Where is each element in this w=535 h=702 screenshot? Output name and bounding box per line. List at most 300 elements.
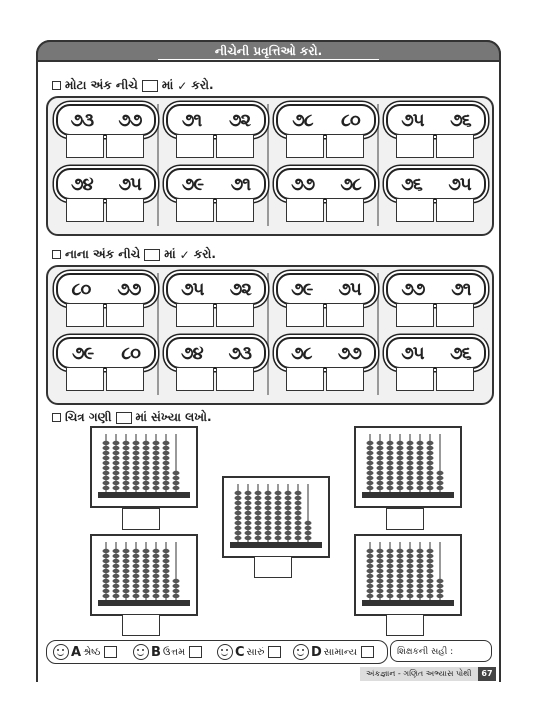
abacus-bead bbox=[123, 579, 130, 583]
abacus-bead bbox=[113, 486, 120, 490]
abacus-bead bbox=[153, 564, 160, 568]
header-bar bbox=[36, 40, 501, 62]
abacus-bead bbox=[387, 471, 394, 475]
abacus-bead bbox=[417, 481, 424, 485]
abacus-bead bbox=[397, 486, 404, 490]
abacus-bead bbox=[407, 481, 414, 485]
abacus-bead bbox=[245, 491, 252, 495]
number-value: ૭૬ bbox=[450, 342, 471, 364]
abacus-bead bbox=[123, 574, 130, 578]
tick-answer-box[interactable] bbox=[176, 303, 214, 327]
abacus-bead bbox=[113, 594, 120, 598]
tick-answer-box[interactable] bbox=[216, 198, 254, 222]
abacus-bead bbox=[123, 476, 130, 480]
comparison-panel-smaller bbox=[46, 265, 494, 405]
number-pair bbox=[272, 273, 376, 347]
number-pair bbox=[382, 273, 486, 347]
abacus-bead bbox=[265, 501, 272, 505]
abacus-bead bbox=[407, 476, 414, 480]
abacus-bead bbox=[133, 574, 140, 578]
number-pair bbox=[162, 104, 266, 178]
column-divider bbox=[157, 104, 159, 226]
instruction-text: માં bbox=[161, 78, 174, 92]
abacus-bead bbox=[377, 481, 384, 485]
abacus-bead bbox=[153, 486, 160, 490]
abacus-bead bbox=[417, 466, 424, 470]
tick-answer-box[interactable] bbox=[176, 367, 214, 391]
abacus-bead bbox=[367, 486, 374, 490]
abacus-bead bbox=[163, 446, 170, 450]
abacus-bead bbox=[397, 471, 404, 475]
abacus-bead bbox=[377, 486, 384, 490]
abacus-bead bbox=[407, 446, 414, 450]
abacus-bead bbox=[387, 441, 394, 445]
tick-answer-box[interactable] bbox=[326, 367, 364, 391]
abacus-bead bbox=[427, 441, 434, 445]
abacus-bead bbox=[153, 471, 160, 475]
abacus-bead bbox=[407, 471, 414, 475]
smiley-face-icon bbox=[217, 644, 233, 660]
grade-letter: A bbox=[71, 644, 82, 660]
abacus-bead bbox=[437, 579, 444, 583]
abacus-bead bbox=[377, 579, 384, 583]
abacus-drawing bbox=[356, 428, 460, 506]
number-value: ૭૭ bbox=[337, 342, 361, 364]
abacus-bead bbox=[275, 531, 282, 535]
abacus-bead bbox=[397, 574, 404, 578]
abacus-base bbox=[362, 492, 454, 498]
grade-a bbox=[53, 644, 117, 660]
abacus-bead bbox=[397, 559, 404, 563]
abacus-bead bbox=[103, 466, 110, 470]
abacus-bead bbox=[387, 486, 394, 490]
abacus-bead bbox=[407, 564, 414, 568]
tick-answer-box[interactable] bbox=[176, 198, 214, 222]
abacus-bead bbox=[123, 559, 130, 563]
section2-instruction bbox=[52, 247, 216, 262]
number-value: ૭૭ bbox=[291, 173, 315, 195]
tick-answer-box[interactable] bbox=[216, 303, 254, 327]
tick-answer-box[interactable] bbox=[436, 134, 474, 158]
abacus-drawing bbox=[92, 428, 196, 506]
abacus-bead bbox=[163, 441, 170, 445]
number-value: ૭૮ bbox=[340, 173, 361, 195]
abacus-bead bbox=[153, 569, 160, 573]
abacus-bead bbox=[103, 471, 110, 475]
abacus-bead bbox=[285, 521, 292, 525]
abacus-bead bbox=[275, 511, 282, 515]
abacus-bead bbox=[387, 584, 394, 588]
tick-answer-box[interactable] bbox=[286, 134, 324, 158]
number-value: ૭૫ bbox=[181, 278, 204, 300]
abacus-bead bbox=[387, 456, 394, 460]
tick-answer-box[interactable] bbox=[436, 367, 474, 391]
abacus-bead bbox=[407, 594, 414, 598]
abacus-bead bbox=[377, 471, 384, 475]
abacus-bead bbox=[103, 481, 110, 485]
number-cloud bbox=[166, 273, 266, 305]
abacus-bead bbox=[265, 531, 272, 535]
abacus-bead bbox=[407, 584, 414, 588]
abacus-bead bbox=[427, 461, 434, 465]
abacus-bead bbox=[417, 441, 424, 445]
abacus-bead bbox=[397, 554, 404, 558]
abacus-bead bbox=[387, 594, 394, 598]
number-value: ૭૯ bbox=[291, 278, 313, 300]
number-value: ૭૭ bbox=[118, 109, 142, 131]
abacus-bead bbox=[295, 526, 302, 530]
abacus-bead bbox=[123, 461, 130, 465]
abacus-bead bbox=[417, 554, 424, 558]
tick-answer-box[interactable] bbox=[106, 198, 144, 222]
answer-box-icon bbox=[144, 249, 160, 261]
abacus-bead bbox=[133, 476, 140, 480]
tick-answer-box[interactable] bbox=[216, 134, 254, 158]
tick-answer-box[interactable] bbox=[106, 303, 144, 327]
abacus-bead bbox=[245, 501, 252, 505]
abacus-bead bbox=[133, 461, 140, 465]
abacus-bead bbox=[285, 496, 292, 500]
bullet-icon bbox=[52, 81, 61, 90]
abacus-bead bbox=[407, 441, 414, 445]
abacus-bead bbox=[143, 446, 150, 450]
tick-answer-box[interactable] bbox=[286, 198, 324, 222]
abacus-bead bbox=[255, 491, 262, 495]
abacus-bead bbox=[143, 461, 150, 465]
abacus-bead bbox=[387, 461, 394, 465]
abacus-bead bbox=[387, 446, 394, 450]
tick-answer-box[interactable] bbox=[396, 367, 434, 391]
abacus-bead bbox=[427, 569, 434, 573]
abacus-bead bbox=[133, 589, 140, 593]
abacus-bead bbox=[427, 466, 434, 470]
abacus-bead bbox=[377, 451, 384, 455]
abacus-bead bbox=[143, 466, 150, 470]
abacus-bead bbox=[103, 554, 110, 558]
section1-instruction bbox=[52, 78, 214, 93]
tick-answer-box[interactable] bbox=[106, 367, 144, 391]
number-cloud bbox=[276, 104, 376, 136]
abacus-bead bbox=[153, 461, 160, 465]
tick-answer-box[interactable] bbox=[66, 198, 104, 222]
abacus-bead bbox=[123, 584, 130, 588]
abacus-bead bbox=[397, 589, 404, 593]
book-title: અંકજ્ઞાન - ગણિત અભ્યાસ પોથી bbox=[360, 667, 478, 681]
number-value: ૭૨ bbox=[229, 109, 251, 131]
instruction-text: ચિત્ર ગણી bbox=[65, 410, 112, 424]
abacus-bead bbox=[367, 554, 374, 558]
abacus-bead bbox=[143, 564, 150, 568]
abacus-bead bbox=[377, 594, 384, 598]
smiley-face-icon bbox=[53, 644, 69, 660]
abacus-bead bbox=[113, 476, 120, 480]
tick-answer-box[interactable] bbox=[286, 303, 324, 327]
abacus-bead bbox=[163, 584, 170, 588]
instruction-text: માં સંખ્યા લખો. bbox=[135, 410, 212, 424]
abacus-bead bbox=[265, 536, 272, 540]
abacus-bead bbox=[163, 461, 170, 465]
column-divider bbox=[267, 273, 269, 395]
abacus-picture bbox=[354, 426, 462, 508]
abacus-bead bbox=[143, 451, 150, 455]
abacus-bead bbox=[113, 554, 120, 558]
abacus-drawing bbox=[356, 536, 460, 614]
tick-icon: ✓ bbox=[177, 78, 188, 93]
abacus-bead bbox=[305, 526, 312, 530]
abacus-bead bbox=[417, 451, 424, 455]
abacus-bead bbox=[143, 589, 150, 593]
number-value: ૭૧ bbox=[181, 109, 202, 131]
number-value: ૮૦ bbox=[71, 278, 91, 300]
abacus-bead bbox=[377, 446, 384, 450]
abacus-bead bbox=[305, 521, 312, 525]
number-cloud bbox=[166, 104, 266, 136]
abacus-bead bbox=[367, 574, 374, 578]
abacus-bead bbox=[437, 594, 444, 598]
tick-answer-box[interactable] bbox=[216, 367, 254, 391]
abacus-picture bbox=[90, 534, 198, 616]
abacus-bead bbox=[305, 531, 312, 535]
abacus-bead bbox=[397, 481, 404, 485]
abacus-bead bbox=[377, 456, 384, 460]
abacus-bead bbox=[153, 466, 160, 470]
abacus-bead bbox=[397, 564, 404, 568]
abacus-bead bbox=[235, 496, 242, 500]
abacus-bead bbox=[265, 496, 272, 500]
abacus-bead bbox=[143, 481, 150, 485]
abacus-bead bbox=[377, 569, 384, 573]
abacus-bead bbox=[387, 559, 394, 563]
abacus-bead bbox=[255, 531, 262, 535]
abacus-bead bbox=[255, 496, 262, 500]
abacus-bead bbox=[133, 559, 140, 563]
grade-checkbox[interactable] bbox=[268, 646, 281, 658]
abacus-bead bbox=[133, 564, 140, 568]
abacus-bead bbox=[143, 574, 150, 578]
abacus-bead bbox=[113, 471, 120, 475]
teacher-signature-field[interactable]: શિક્ષકની સહી : bbox=[390, 640, 492, 662]
abacus-bead bbox=[295, 516, 302, 520]
answer-box-icon bbox=[116, 412, 132, 424]
abacus-bead bbox=[387, 466, 394, 470]
abacus-bead bbox=[387, 476, 394, 480]
abacus-bead bbox=[103, 549, 110, 553]
instruction-text: કરો. bbox=[193, 247, 216, 261]
abacus-bead bbox=[113, 569, 120, 573]
abacus-bead bbox=[163, 579, 170, 583]
number-value: ૭૧ bbox=[230, 173, 251, 195]
abacus-answer-box[interactable] bbox=[386, 508, 424, 530]
abacus-bead bbox=[173, 579, 180, 583]
abacus-bead bbox=[103, 559, 110, 563]
tick-answer-box[interactable] bbox=[286, 367, 324, 391]
abacus-bead bbox=[235, 531, 242, 535]
grade-checkbox[interactable] bbox=[104, 646, 117, 658]
abacus-bead bbox=[407, 589, 414, 593]
abacus-bead bbox=[437, 486, 444, 490]
abacus-bead bbox=[427, 476, 434, 480]
tick-answer-box[interactable] bbox=[396, 134, 434, 158]
abacus-bead bbox=[275, 491, 282, 495]
tick-answer-box[interactable] bbox=[436, 303, 474, 327]
abacus-bead bbox=[113, 589, 120, 593]
abacus-bead bbox=[235, 491, 242, 495]
abacus-bead bbox=[133, 471, 140, 475]
abacus-bead bbox=[417, 594, 424, 598]
abacus-bead bbox=[295, 531, 302, 535]
abacus-bead bbox=[133, 486, 140, 490]
abacus-bead bbox=[397, 569, 404, 573]
abacus-bead bbox=[103, 569, 110, 573]
abacus-bead bbox=[407, 579, 414, 583]
grade-letter: D bbox=[311, 644, 322, 660]
abacus-bead bbox=[255, 511, 262, 515]
abacus-bead bbox=[397, 456, 404, 460]
abacus-bead bbox=[255, 501, 262, 505]
tick-answer-box[interactable] bbox=[326, 303, 364, 327]
abacus-bead bbox=[255, 526, 262, 530]
abacus-bead bbox=[377, 584, 384, 588]
grade-label: શ્રેષ્ઠ bbox=[83, 646, 101, 658]
abacus-base bbox=[98, 492, 190, 498]
abacus-bead bbox=[173, 589, 180, 593]
number-pair bbox=[162, 337, 266, 411]
number-value: ૭૫ bbox=[338, 278, 361, 300]
abacus-bead bbox=[397, 476, 404, 480]
tick-answer-box[interactable] bbox=[176, 134, 214, 158]
abacus-answer-box[interactable] bbox=[122, 508, 160, 530]
tick-answer-box[interactable] bbox=[396, 198, 434, 222]
abacus-bead bbox=[123, 594, 130, 598]
abacus-bead bbox=[367, 471, 374, 475]
section3-instruction bbox=[52, 410, 212, 425]
number-cloud bbox=[386, 168, 486, 200]
abacus-answer-box[interactable] bbox=[254, 556, 292, 578]
footer bbox=[46, 640, 494, 664]
abacus-bead bbox=[173, 471, 180, 475]
number-pair bbox=[272, 337, 376, 411]
abacus-bead bbox=[387, 589, 394, 593]
abacus-bead bbox=[367, 481, 374, 485]
number-value: ૭૫ bbox=[448, 173, 471, 195]
abacus-bead bbox=[367, 579, 374, 583]
abacus-bead bbox=[407, 559, 414, 563]
abacus-bead bbox=[235, 526, 242, 530]
abacus-bead bbox=[153, 481, 160, 485]
grade-checkbox[interactable] bbox=[361, 646, 374, 658]
tick-answer-box[interactable] bbox=[326, 134, 364, 158]
abacus-bead bbox=[275, 521, 282, 525]
abacus-bead bbox=[377, 441, 384, 445]
abacus-bead bbox=[417, 564, 424, 568]
number-value: ૭૫ bbox=[401, 342, 424, 364]
abacus-bead bbox=[397, 584, 404, 588]
abacus-bead bbox=[427, 579, 434, 583]
abacus-bead bbox=[153, 476, 160, 480]
abacus-bead bbox=[377, 564, 384, 568]
abacus-bead bbox=[173, 594, 180, 598]
abacus-bead bbox=[133, 594, 140, 598]
grade-label: ઉત્તમ bbox=[162, 646, 186, 658]
abacus-answer-box[interactable] bbox=[386, 614, 424, 636]
number-value: ૭૬ bbox=[401, 173, 422, 195]
column-divider bbox=[377, 273, 379, 395]
abacus-bead bbox=[163, 466, 170, 470]
abacus-picture bbox=[222, 476, 330, 558]
abacus-bead bbox=[103, 451, 110, 455]
abacus-bead bbox=[397, 441, 404, 445]
abacus-bead bbox=[163, 559, 170, 563]
grade-checkbox[interactable] bbox=[189, 646, 202, 658]
abacus-bead bbox=[245, 521, 252, 525]
tick-answer-box[interactable] bbox=[66, 134, 104, 158]
instruction-text: મોટા અંક નીચે bbox=[65, 78, 138, 92]
abacus-bead bbox=[103, 461, 110, 465]
number-value: ૭૪ bbox=[70, 173, 93, 195]
abacus-bead bbox=[377, 589, 384, 593]
abacus-bead bbox=[407, 554, 414, 558]
abacus-bead bbox=[153, 584, 160, 588]
abacus-bead bbox=[397, 451, 404, 455]
grade-d bbox=[293, 644, 374, 660]
number-value: ૭૧ bbox=[451, 278, 471, 300]
abacus-bead bbox=[275, 516, 282, 520]
abacus-bead bbox=[437, 584, 444, 588]
abacus-bead bbox=[437, 589, 444, 593]
tick-answer-box[interactable] bbox=[106, 134, 144, 158]
tick-answer-box[interactable] bbox=[436, 198, 474, 222]
number-value: ૭૬ bbox=[450, 109, 471, 131]
abacus-bead bbox=[285, 536, 292, 540]
abacus-bead bbox=[103, 486, 110, 490]
abacus-bead bbox=[153, 574, 160, 578]
abacus-picture bbox=[354, 534, 462, 616]
grade-letter: C bbox=[235, 644, 245, 660]
number-cloud bbox=[56, 337, 156, 369]
abacus-bead bbox=[377, 466, 384, 470]
tick-answer-box[interactable] bbox=[396, 303, 434, 327]
abacus-bead bbox=[163, 451, 170, 455]
abacus-bead bbox=[133, 579, 140, 583]
abacus-base bbox=[230, 542, 322, 548]
abacus-bead bbox=[367, 461, 374, 465]
abacus-bead bbox=[113, 574, 120, 578]
grade-label: સારું bbox=[246, 646, 265, 658]
column-divider bbox=[157, 273, 159, 395]
abacus-bead bbox=[103, 594, 110, 598]
number-pair bbox=[272, 168, 376, 242]
abacus-bead bbox=[235, 511, 242, 515]
tick-answer-box[interactable] bbox=[66, 367, 104, 391]
abacus-bead bbox=[265, 521, 272, 525]
abacus-bead bbox=[255, 521, 262, 525]
number-pair bbox=[272, 104, 376, 178]
abacus-bead bbox=[113, 564, 120, 568]
abacus-bead bbox=[285, 506, 292, 510]
abacus-drawing bbox=[92, 536, 196, 614]
page-title: નીચેની પ્રવૃત્તિઓ કરો. bbox=[214, 44, 323, 58]
number-pair bbox=[382, 168, 486, 242]
abacus-bead bbox=[417, 461, 424, 465]
abacus-bead bbox=[275, 526, 282, 530]
number-cloud bbox=[56, 273, 156, 305]
abacus-bead bbox=[123, 549, 130, 553]
abacus-bead bbox=[235, 501, 242, 505]
abacus-answer-box[interactable] bbox=[122, 614, 160, 636]
abacus-bead bbox=[143, 579, 150, 583]
tick-answer-box[interactable] bbox=[326, 198, 364, 222]
tick-answer-box[interactable] bbox=[66, 303, 104, 327]
